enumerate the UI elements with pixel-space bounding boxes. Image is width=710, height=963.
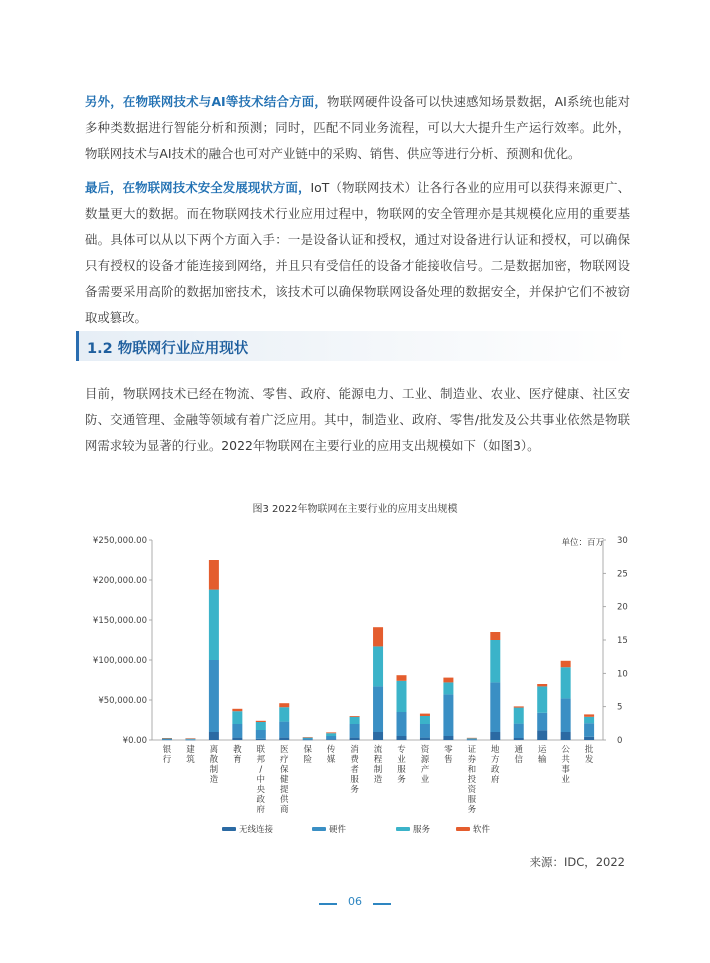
- bar-segment: [514, 738, 524, 740]
- legend-swatch: [396, 827, 410, 831]
- x-tick-label: 事: [561, 765, 570, 775]
- bar-segment: [303, 737, 313, 738]
- bar-segment: [279, 738, 289, 740]
- x-tick-label: 散: [209, 755, 219, 765]
- legend-swatch: [456, 827, 470, 831]
- bar-segment: [467, 738, 477, 739]
- y2-tick-label: 20: [617, 602, 628, 613]
- legend-label: 服务: [413, 825, 431, 835]
- x-tick-label: 行: [162, 755, 172, 765]
- bar-segment: [279, 707, 289, 721]
- x-tick-label: 央: [256, 785, 266, 795]
- y2-tick-label: 25: [617, 569, 628, 580]
- x-tick-label: 供: [279, 795, 289, 805]
- x-tick-label: 建: [186, 745, 195, 755]
- bar-segment: [373, 732, 383, 740]
- chart-title: 图3 2022年物联网在主要行业的应用支出规模: [252, 504, 458, 515]
- paragraph-body: 目前，物联网技术已经在物流、零售、政府、能源电力、工业、制造业、农业、医疗健康、社区安防、交通管理、金融等领域有着广泛应用。其中，制造业、政府、零售/批发及公共事业依然是物联网需求较为显著的行业。2022年物联网在主要行业的应用支出规模如下（如图3）。: [85, 386, 630, 453]
- paragraph-lead: 另外，在物联网技术与AI等技术结合方面，: [85, 94, 328, 109]
- y2-tick-label: 5: [617, 702, 623, 713]
- legend-swatch: [222, 827, 236, 831]
- bar-segment: [373, 686, 383, 732]
- x-tick-label: 资: [420, 745, 430, 755]
- bar-segment: [232, 724, 242, 738]
- bar-segment: [350, 716, 360, 717]
- x-tick-label: 府: [256, 805, 266, 815]
- bar-segment: [443, 678, 453, 683]
- bar-segment: [490, 682, 500, 732]
- paragraph-body: IoT（物联网技术）让各行各业的应用可以获得来源更广、数量更大的数据。而在物联网技术行业应用过程中，物联网的安全管理亦是其规模化应用的重要基础。具体可以从以下两个方面入手：一是设备认证和授权，通过对设备进行认证和授权，可以确保只有授权的设备才能连接到网络，并且只有受信任的设备才能接收信号。二是数据加密，物联网设备需要采用高阶的数据加密技术，该技术可以确保物联网设备处理的数据安全，并保护它们不被窃取或篡改。: [85, 180, 630, 325]
- x-tick-label: 联: [256, 745, 266, 755]
- bar-segment: [584, 717, 594, 723]
- bar-segment: [185, 740, 195, 741]
- x-tick-label: 发: [584, 755, 594, 765]
- x-tick-label: 疗: [279, 755, 289, 765]
- x-tick-label: 资: [467, 785, 477, 795]
- x-tick-label: 输: [537, 755, 547, 765]
- bar-segment: [162, 738, 172, 739]
- y-tick-label: ¥200,000.00: [92, 576, 147, 586]
- x-tick-label: 银: [162, 745, 172, 755]
- bar-segment: [326, 736, 336, 739]
- bar-segment: [209, 660, 219, 732]
- x-tick-label: 保: [303, 745, 312, 755]
- paragraph-lead: 最后，在物联网技术安全发展现状方面，: [85, 180, 311, 195]
- page-number: 06: [348, 895, 362, 908]
- x-tick-label: 政: [256, 795, 266, 805]
- bar-segment: [443, 736, 453, 740]
- bar-segment: [279, 703, 289, 707]
- y-tick-label: ¥250,000.00: [92, 536, 147, 546]
- x-tick-label: 售: [444, 755, 453, 765]
- x-tick-label: 运: [537, 745, 547, 755]
- x-tick-label: 业: [561, 775, 570, 785]
- x-tick-label: 者: [350, 765, 359, 775]
- bar-segment: [373, 627, 383, 646]
- x-tick-label: 中: [256, 775, 266, 785]
- x-tick-label: 务: [350, 785, 359, 795]
- bar-segment: [537, 713, 547, 731]
- bar-segment: [467, 739, 477, 740]
- x-tick-label: 方: [491, 755, 500, 765]
- bar-segment: [162, 740, 172, 741]
- y2-tick-label: 15: [617, 636, 628, 646]
- bar-segment: [584, 723, 594, 737]
- x-tick-label: 流: [373, 745, 383, 755]
- x-tick-label: 券: [467, 755, 477, 765]
- y-tick-label: ¥100,000.00: [92, 656, 147, 666]
- bar-segment: [397, 736, 407, 740]
- bar-segment: [397, 681, 407, 712]
- footer-decoration-left: [319, 903, 337, 905]
- bar-segment: [185, 738, 195, 739]
- x-tick-label: 务: [397, 775, 406, 785]
- x-tick-label: 共: [561, 755, 570, 765]
- bar-segment: [537, 730, 547, 740]
- x-tick-label: 健: [279, 775, 289, 785]
- bar-segment: [584, 714, 594, 716]
- bar-segment: [420, 738, 430, 740]
- x-tick-label: 批: [584, 745, 594, 755]
- x-tick-label: 商: [279, 805, 289, 815]
- bar-segment: [373, 646, 383, 686]
- x-tick-label: 服: [397, 765, 406, 775]
- x-tick-label: 公: [561, 745, 570, 755]
- y-tick-label: ¥50,000.00: [98, 696, 147, 706]
- bar-segment: [514, 724, 524, 738]
- bar-segment: [326, 739, 336, 740]
- x-tick-label: 育: [233, 755, 242, 765]
- x-tick-label: 医: [279, 745, 289, 755]
- x-tick-label: 险: [303, 755, 312, 765]
- bar-segment: [514, 706, 524, 707]
- bar-segment: [514, 708, 524, 724]
- x-tick-label: 制: [209, 765, 219, 775]
- x-tick-label: 消: [350, 745, 359, 755]
- bar-segment: [561, 698, 571, 732]
- x-tick-label: 和: [467, 765, 477, 775]
- x-tick-label: 投: [467, 775, 477, 785]
- bar-segment: [490, 632, 500, 640]
- x-tick-label: 制: [373, 765, 383, 775]
- x-tick-label: 造: [209, 775, 219, 785]
- section-title-text: 1.2 物联网行业应用现状: [87, 341, 249, 357]
- bar-segment: [162, 739, 172, 740]
- x-tick-label: 服: [350, 775, 359, 785]
- bar-segment: [443, 682, 453, 694]
- bar-segment: [350, 738, 360, 740]
- x-tick-label: 产: [420, 765, 430, 775]
- bar-segment: [397, 675, 407, 681]
- chart-x-labels: [163, 744, 594, 815]
- chart-bars: [162, 560, 594, 740]
- bar-segment: [561, 732, 571, 740]
- x-tick-label: 通: [514, 745, 524, 755]
- y2-tick-label: 10: [617, 669, 628, 680]
- bar-segment: [185, 739, 195, 740]
- x-tick-label: 政: [491, 765, 500, 775]
- x-tick-label: 提: [279, 785, 289, 795]
- bar-segment: [467, 740, 477, 741]
- x-tick-label: 媒: [326, 755, 336, 765]
- x-tick-label: 服: [467, 795, 477, 805]
- bar-segment: [303, 740, 313, 741]
- bar-segment: [420, 724, 430, 738]
- legend-swatch: [312, 827, 326, 831]
- bar-segment: [232, 709, 242, 711]
- footer-decoration-right: [373, 903, 391, 905]
- x-tick-label: 程: [373, 755, 383, 765]
- bar-segment: [256, 730, 266, 739]
- chart-unit-label: 单位：百万: [561, 538, 604, 548]
- bar-segment: [232, 711, 242, 724]
- source-note: 来源：IDC，2022: [529, 855, 625, 869]
- y2-tick-label: 0: [617, 736, 623, 746]
- bar-segment: [443, 694, 453, 736]
- legend-label: 硬件: [329, 825, 347, 835]
- bar-segment: [467, 738, 477, 739]
- x-tick-label: 传: [326, 745, 336, 755]
- bar-segment: [490, 732, 500, 740]
- x-tick-label: 府: [491, 775, 500, 785]
- bar-segment: [209, 732, 219, 740]
- x-tick-label: 务: [467, 805, 477, 815]
- x-tick-label: 信: [514, 755, 524, 765]
- bar-segment: [537, 684, 547, 686]
- bar-segment: [350, 717, 360, 724]
- x-tick-label: 源: [420, 755, 430, 765]
- bar-segment: [584, 737, 594, 740]
- bar-segment: [256, 722, 266, 730]
- bar-segment: [326, 732, 336, 733]
- legend-label: 软件: [473, 825, 491, 835]
- bar-segment: [279, 722, 289, 738]
- paragraph-body: 物联网硬件设备可以快速感知场景数据，AI系统也能对多种类数据进行智能分析和预测；同时，匹配不同业务流程，可以大大提升生产运行效率。此外，物联网技术与AI技术的融合也可对产业链中的采购、销售、供应等进行分析、预测和优化。: [85, 94, 630, 161]
- x-tick-label: 零: [444, 745, 453, 755]
- x-tick-label: 邦: [256, 755, 266, 765]
- bar-segment: [561, 667, 571, 698]
- x-tick-label: 费: [350, 755, 359, 765]
- bar-segment: [420, 714, 430, 716]
- x-tick-label: 地: [491, 745, 500, 755]
- bar-segment: [303, 738, 313, 739]
- bar-segment: [490, 640, 500, 682]
- bar-segment: [256, 721, 266, 722]
- bar-segment: [326, 733, 336, 736]
- bar-segment: [420, 716, 430, 724]
- bar-segment: [350, 724, 360, 738]
- bar-segment: [537, 686, 547, 712]
- x-tick-label: 专: [397, 745, 406, 755]
- bar-segment: [397, 712, 407, 736]
- chart-axes: [93, 536, 628, 746]
- x-tick-label: 业: [397, 755, 406, 765]
- x-tick-label: 业: [420, 775, 430, 785]
- x-tick-label: /: [259, 765, 263, 775]
- legend-label: 无线连接: [239, 825, 274, 835]
- bar-segment: [561, 661, 571, 667]
- y-tick-label: ¥150,000.00: [92, 616, 147, 626]
- x-tick-label: 离: [209, 745, 219, 755]
- x-tick-label: 保: [279, 765, 289, 775]
- bar-segment: [232, 738, 242, 740]
- chart-legend: [222, 824, 491, 835]
- x-tick-label: 筑: [186, 755, 195, 765]
- x-tick-label: 证: [467, 745, 477, 755]
- x-tick-label: 造: [373, 775, 383, 785]
- bar-segment: [256, 739, 266, 740]
- x-tick-label: 教: [233, 745, 242, 755]
- bar-segment: [209, 560, 219, 590]
- y-tick-label: ¥0.00: [122, 736, 147, 746]
- y2-tick-label: 30: [617, 536, 628, 546]
- bar-segment: [209, 590, 219, 660]
